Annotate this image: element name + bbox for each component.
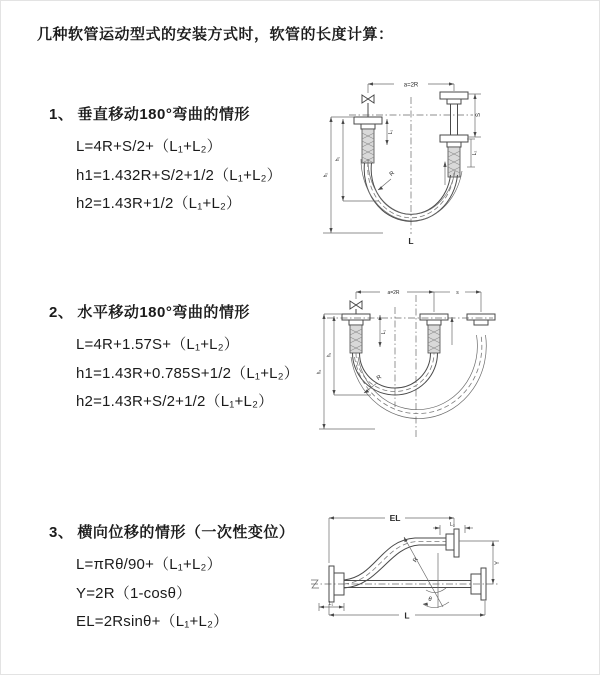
right-fitting-moved [467,314,495,325]
braided-hose-section [428,325,440,353]
dim-label-el: EL [389,513,401,523]
section-3-number: 3、 [49,524,74,541]
right-flange-displaced [446,529,499,557]
dim-label-a2r: a=2R [403,82,419,89]
angle-theta-construction [404,537,449,608]
hose-u-curves [361,159,462,221]
right-fitting [440,92,468,185]
section-2-number: 2、 [49,304,74,321]
valve-icon [362,95,374,117]
diagram-horizontal-180-bend [317,287,501,445]
dim-label-l1: L₁ [388,129,394,135]
formula-line: h2=1.43R+1/2（L₁+L₂） [76,195,242,212]
formula-line: h1=1.432R+S/2+1/2（L₁+L₂） [76,166,282,184]
dim-label-l: L [404,610,410,621]
formula-line: L=4R+S/2+（L₁+L₂） [76,138,222,155]
dim-label-h1: h₁ [326,352,333,358]
formula-line: L=πRθ/90+（L₁+L₂） [76,556,222,573]
section-3-heading [49,521,339,542]
dim-r [378,170,396,190]
dim-l1 [378,315,387,347]
dim-label-l1: L₁ [328,601,334,607]
dim-label-r: R [375,374,383,382]
section-1-number: 1、 [49,106,74,123]
section-horizontal-movement [49,301,339,417]
dim-label-s: s [456,290,459,296]
section-2-title: 水平移动180°弯曲的情形 [77,304,250,321]
dim-label-h2: h₂ [316,369,323,375]
dim-l2 [433,522,473,535]
dim-label-y: Y [495,560,501,566]
hose-u-curve-moved [351,335,486,419]
dim-label-r: R [412,556,420,564]
section-vertical-movement [49,103,339,219]
dim-l1 [385,119,394,145]
section-1-heading [49,103,339,124]
dim-l [329,601,485,621]
middle-fitting [420,314,448,353]
dim-s-top [434,290,481,312]
section-3-title: 横向位移的情形（一次性变位） [77,524,295,541]
dim-label-h1: h₁ [335,156,341,162]
section-1-title: 垂直移动180°弯曲的情形 [77,106,250,123]
dim-y [491,541,501,584]
centerlines [327,295,493,439]
diagram-vertical-180-bend [321,75,501,247]
dim-label-l2: L₂ [472,150,478,156]
dim-label-theta: θ [428,597,432,603]
formula-line: h2=1.43R+S/2+1/2（L₁+L₂） [76,393,274,410]
valve-icon [350,301,362,314]
dim-label-l1: L₁ [381,329,387,335]
dim-label-a2r: a=2R [387,290,400,296]
dim-s [468,94,482,137]
dim-label-r: R [388,170,396,178]
section-2-heading [49,301,339,322]
dim-l1 [319,601,344,611]
braided-hose-section [350,325,362,353]
dim-label-l: L [408,236,414,246]
diagram-lateral-displacement [307,507,507,629]
dim-label-h2: h₂ [323,172,329,178]
dim-arrow [450,317,453,345]
section-2-formulas [76,331,339,417]
dim-label-l2: L₂ [450,522,455,528]
dim-h2 [317,314,376,429]
left-fitting [342,314,370,353]
dim-label-s: S [476,112,482,118]
section-3-formulas [76,551,339,637]
dim-l2 [467,139,478,167]
section-1-formulas [76,133,339,219]
formula-line: L=4R+1.57S+（L₁+L₂） [76,336,239,353]
page-title: 几种软管运动型式的安装方式时，软管的长度计算： [37,26,394,43]
formula-line: h1=1.43R+0.785S+1/2（L₁+L₂） [76,364,299,382]
formula-line: EL=2Rsinθ+（L₁+L₂） [76,613,229,630]
section-lateral-displacement [49,521,339,637]
formula-line: Y=2R（1-cosθ） [76,584,192,602]
left-fitting [354,117,382,163]
dim-a-2r [368,82,454,93]
